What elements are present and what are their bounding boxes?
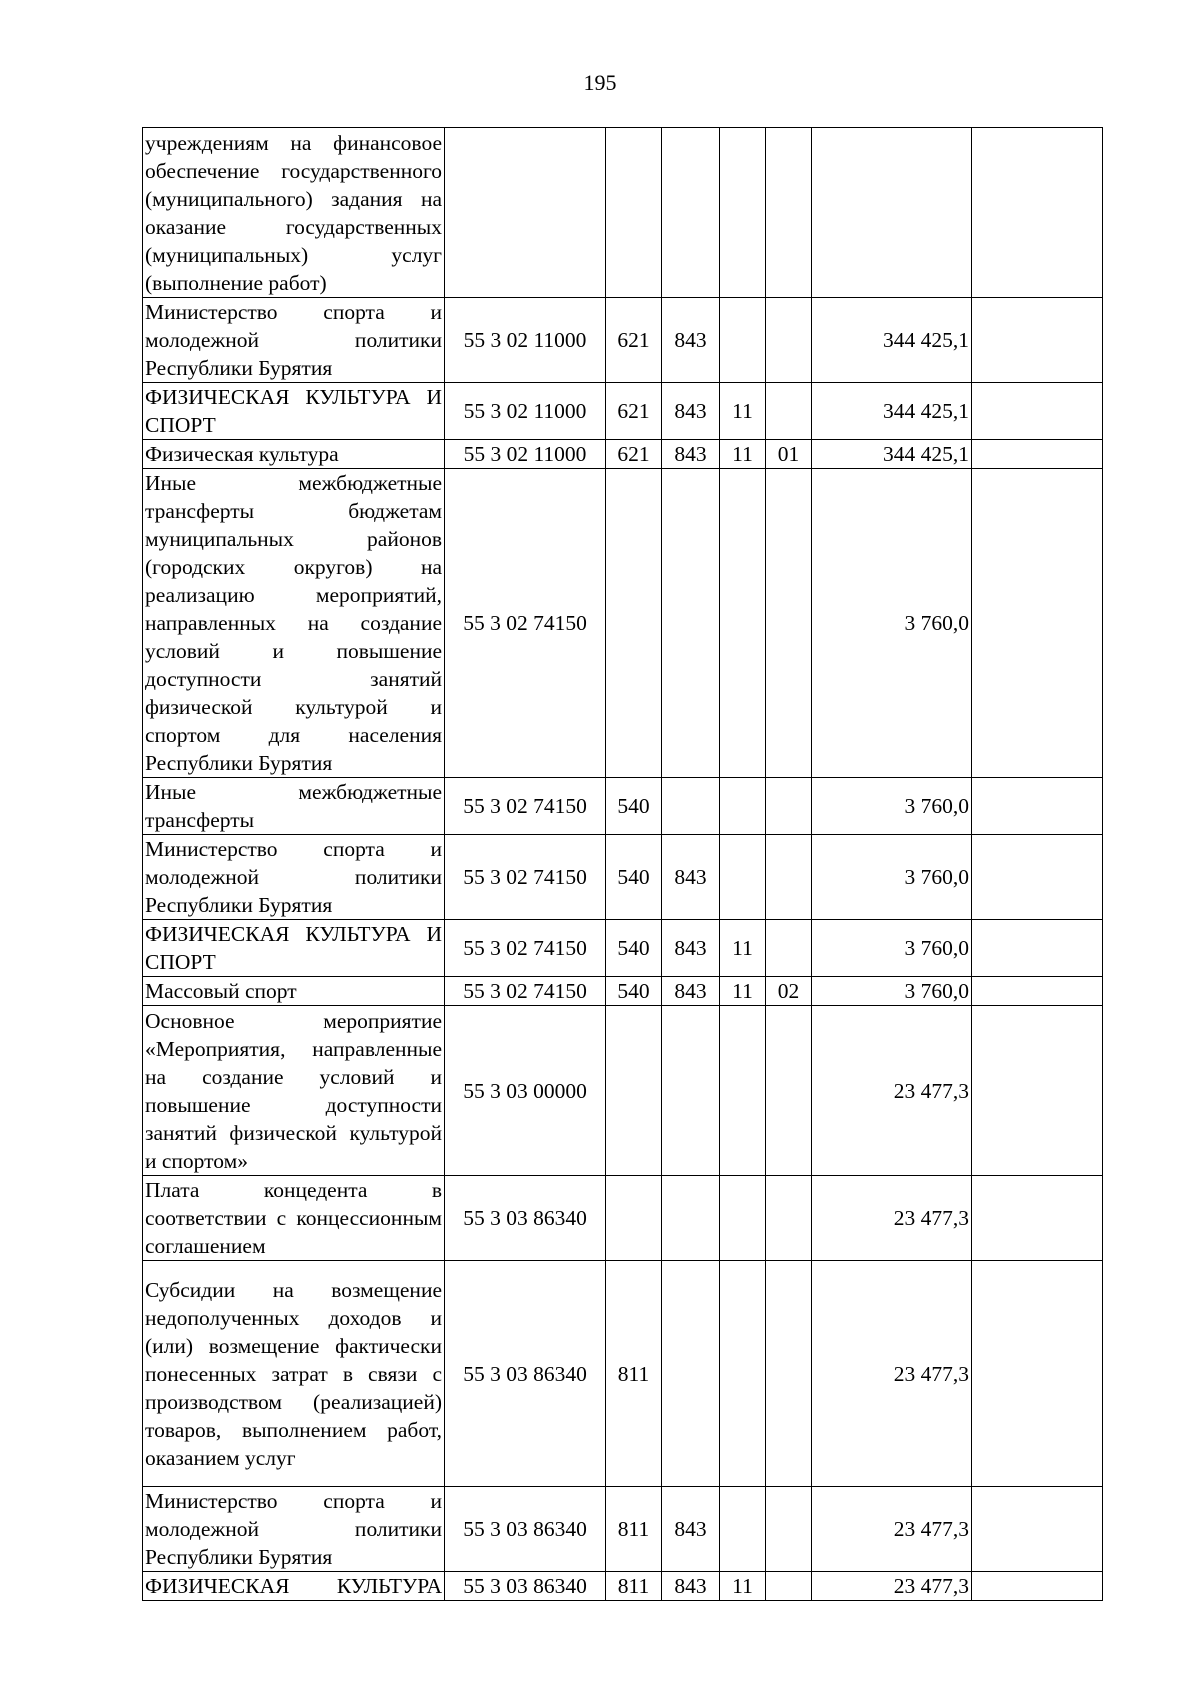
row-grbs: 843 [662, 1487, 720, 1572]
row-grbs: 843 [662, 383, 720, 440]
row-csr: 55 3 02 74150 [445, 469, 606, 778]
row-rz [720, 128, 766, 298]
budget-table [142, 127, 1103, 1601]
row-pr [766, 835, 812, 920]
table-row [143, 1261, 1103, 1487]
row-amount: 344 425,1 [812, 298, 972, 383]
row-csr: 55 3 02 11000 [445, 440, 606, 469]
row-rz [720, 298, 766, 383]
table-row [143, 835, 1103, 920]
row-pr [766, 469, 812, 778]
row-pr [766, 298, 812, 383]
row-name: Министерство спорта и молодежной политики Республики Бурятия [143, 298, 445, 383]
row-name: Иные межбюджетные трансферты бюджетам муниципальных районов (городских округов) на реализацию мероприятий, направленных на создание условий и повышение доступности занятий физической культурой и спортом для населения Республики Бурятия [143, 469, 445, 778]
row-grbs [662, 1006, 720, 1176]
table-row [143, 1006, 1103, 1176]
row-grbs: 843 [662, 440, 720, 469]
row-amount: 23 477,3 [812, 1176, 972, 1261]
row-rz: 11 [720, 383, 766, 440]
table-row [143, 440, 1103, 469]
row-amount: 344 425,1 [812, 440, 972, 469]
row-empty-cell [972, 1572, 1103, 1601]
row-csr: 55 3 03 86340 [445, 1176, 606, 1261]
row-name: Физическая культура [143, 440, 445, 469]
row-vr: 811 [606, 1572, 662, 1601]
row-amount: 3 760,0 [812, 835, 972, 920]
row-vr: 811 [606, 1487, 662, 1572]
row-vr: 621 [606, 298, 662, 383]
row-csr: 55 3 02 74150 [445, 977, 606, 1006]
row-rz [720, 835, 766, 920]
row-pr [766, 1176, 812, 1261]
row-csr: 55 3 02 11000 [445, 298, 606, 383]
row-empty-cell [972, 1261, 1103, 1487]
row-amount: 344 425,1 [812, 383, 972, 440]
row-grbs [662, 778, 720, 835]
row-pr [766, 1261, 812, 1487]
row-rz [720, 1487, 766, 1572]
row-grbs [662, 469, 720, 778]
row-empty-cell [972, 1487, 1103, 1572]
row-pr: 02 [766, 977, 812, 1006]
row-grbs: 843 [662, 298, 720, 383]
row-csr: 55 3 03 00000 [445, 1006, 606, 1176]
row-rz: 11 [720, 977, 766, 1006]
row-vr [606, 1176, 662, 1261]
page-number: 195 [583, 70, 617, 95]
row-name: ФИЗИЧЕСКАЯ КУЛЬТУРА И СПОРТ [143, 383, 445, 440]
row-vr: 621 [606, 383, 662, 440]
row-amount: 3 760,0 [812, 920, 972, 977]
row-name: Субсидии на возмещение недополученных доходов и (или) возмещение фактически понесенных затрат в связи с производством (реализацией) товаров, выполнением работ, оказанием услуг [143, 1261, 445, 1487]
table-row [143, 383, 1103, 440]
row-csr [445, 128, 606, 298]
row-grbs [662, 1261, 720, 1487]
row-name: Иные межбюджетные трансферты [143, 778, 445, 835]
table-row [143, 469, 1103, 778]
row-amount: 23 477,3 [812, 1006, 972, 1176]
row-empty-cell [972, 920, 1103, 977]
row-amount [812, 128, 972, 298]
row-rz: 11 [720, 440, 766, 469]
row-empty-cell [972, 440, 1103, 469]
row-empty-cell [972, 977, 1103, 1006]
row-vr [606, 128, 662, 298]
table-row [143, 128, 1103, 298]
row-rz: 11 [720, 920, 766, 977]
row-pr [766, 1572, 812, 1601]
row-pr: 01 [766, 440, 812, 469]
row-name: Плата концедента в соответствии с концессионным соглашением [143, 1176, 445, 1261]
row-rz [720, 1006, 766, 1176]
row-grbs [662, 128, 720, 298]
row-pr [766, 778, 812, 835]
row-csr: 55 3 02 74150 [445, 920, 606, 977]
table-row [143, 1572, 1103, 1601]
row-name: Министерство спорта и молодежной политики Республики Бурятия [143, 1487, 445, 1572]
row-csr: 55 3 02 74150 [445, 778, 606, 835]
row-amount: 3 760,0 [812, 977, 972, 1006]
row-name: ФИЗИЧЕСКАЯ КУЛЬТУРА И СПОРТ [143, 920, 445, 977]
row-empty-cell [972, 778, 1103, 835]
row-amount: 23 477,3 [812, 1572, 972, 1601]
row-empty-cell [972, 835, 1103, 920]
row-csr: 55 3 02 74150 [445, 835, 606, 920]
row-empty-cell [972, 469, 1103, 778]
row-amount: 3 760,0 [812, 469, 972, 778]
row-rz [720, 1176, 766, 1261]
row-amount: 23 477,3 [812, 1487, 972, 1572]
row-vr: 540 [606, 778, 662, 835]
row-rz [720, 778, 766, 835]
row-rz [720, 469, 766, 778]
row-grbs: 843 [662, 1572, 720, 1601]
row-pr [766, 1006, 812, 1176]
row-pr [766, 128, 812, 298]
row-vr [606, 469, 662, 778]
table-row [143, 778, 1103, 835]
table-row [143, 298, 1103, 383]
row-vr [606, 1006, 662, 1176]
row-grbs: 843 [662, 977, 720, 1006]
row-name: ФИЗИЧЕСКАЯ КУЛЬТУРА [143, 1572, 445, 1601]
row-pr [766, 1487, 812, 1572]
row-vr: 621 [606, 440, 662, 469]
row-vr: 540 [606, 920, 662, 977]
row-csr: 55 3 02 11000 [445, 383, 606, 440]
row-csr: 55 3 03 86340 [445, 1487, 606, 1572]
row-grbs: 843 [662, 835, 720, 920]
row-pr [766, 920, 812, 977]
row-amount: 23 477,3 [812, 1261, 972, 1487]
row-name: Основное мероприятие «Мероприятия, направленные на создание условий и повышение доступности занятий физической культурой и спортом» [143, 1006, 445, 1176]
row-empty-cell [972, 1176, 1103, 1261]
row-vr: 811 [606, 1261, 662, 1487]
row-vr: 540 [606, 835, 662, 920]
row-pr [766, 383, 812, 440]
table-row [143, 1487, 1103, 1572]
row-csr: 55 3 03 86340 [445, 1261, 606, 1487]
table-row [143, 1176, 1103, 1261]
row-rz: 11 [720, 1572, 766, 1601]
row-empty-cell [972, 1006, 1103, 1176]
row-name: учреждениям на финансовое обеспечение государственного (муниципального) задания на оказание государственных (муниципальных) услуг (выполнение работ) [143, 128, 445, 298]
row-name: Массовый спорт [143, 977, 445, 1006]
row-name: Министерство спорта и молодежной политики Республики Бурятия [143, 835, 445, 920]
table-row [143, 920, 1103, 977]
row-rz [720, 1261, 766, 1487]
row-empty-cell [972, 128, 1103, 298]
row-csr: 55 3 03 86340 [445, 1572, 606, 1601]
row-empty-cell [972, 298, 1103, 383]
row-amount: 3 760,0 [812, 778, 972, 835]
row-grbs: 843 [662, 920, 720, 977]
row-empty-cell [972, 383, 1103, 440]
table-row [143, 977, 1103, 1006]
row-vr: 540 [606, 977, 662, 1006]
row-grbs [662, 1176, 720, 1261]
